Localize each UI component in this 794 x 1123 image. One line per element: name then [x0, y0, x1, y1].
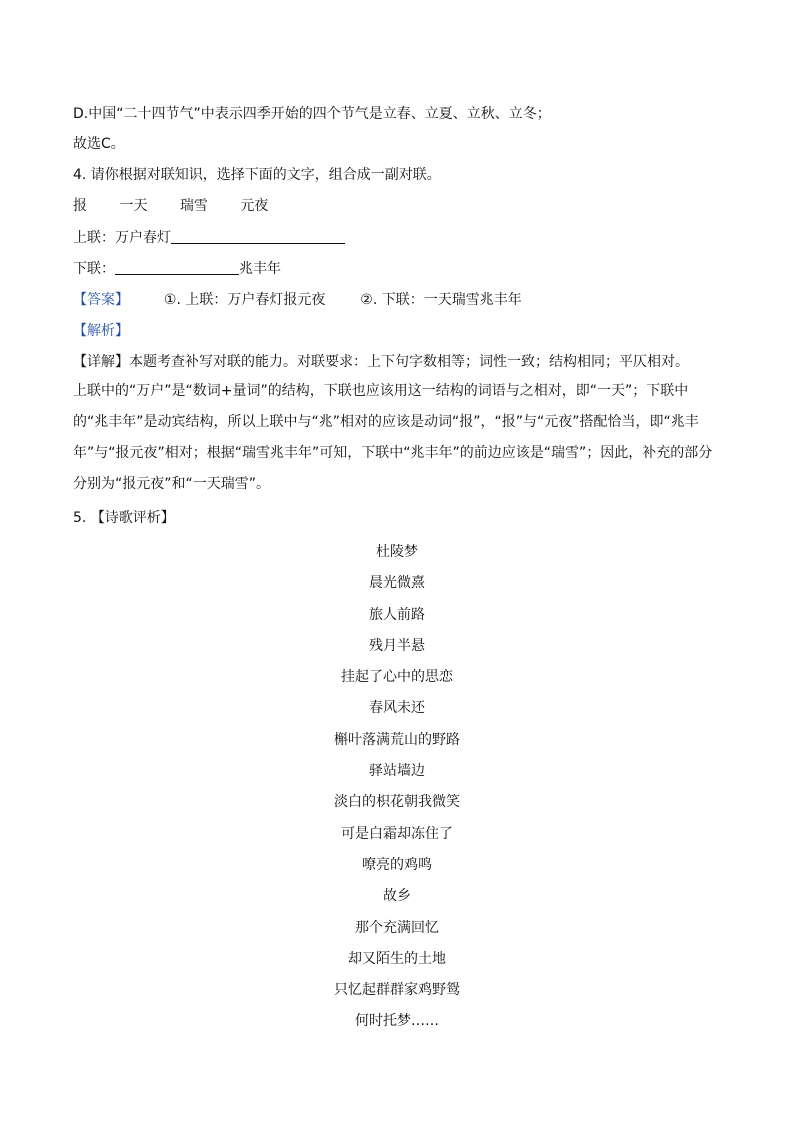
upper-answer-blank: [171, 229, 345, 244]
analysis-tag-line: [73, 321, 129, 341]
lower-couplet-label: 下联：: [73, 261, 115, 277]
lower-answer-blank: [115, 260, 239, 275]
word-option: 报: [73, 198, 87, 214]
word-options: [73, 196, 296, 216]
detail-tag: 【详解】: [73, 354, 129, 370]
lower-couplet-suffix: 兆丰年: [239, 261, 281, 277]
poem-line: 故乡: [383, 888, 411, 905]
answer-line: [73, 290, 522, 310]
poem-line: 残月半悬: [369, 637, 425, 654]
poem-line: 驿站墙边: [369, 763, 425, 780]
poem: [0, 537, 794, 1038]
poem-line: 却又陌生的土地: [348, 950, 446, 967]
lower-couplet-line: [73, 259, 281, 279]
poem-line: 嘹亮的鸡鸣: [362, 856, 432, 873]
question-4-text: 4. 请你根据对联知识，选择下面的文字，组合成一副对联。: [73, 167, 441, 183]
poem-line: 槲叶落满荒山的野路: [334, 731, 460, 748]
word-option: 元夜: [240, 198, 269, 214]
choice-text: 故选C。: [73, 136, 125, 152]
analysis-paragraph: [73, 376, 723, 500]
answer-part-2: ②. 下联：一天瑞雪兆丰年: [360, 292, 522, 308]
analysis-tag: 【解析】: [73, 323, 129, 339]
poem-line: 晨光微熹: [369, 575, 425, 592]
poem-line: 挂起了心中的思恋: [341, 669, 453, 686]
poem-title: 杜陵梦: [376, 544, 418, 560]
detail-line: [73, 352, 689, 372]
poem-line: 春风未还: [369, 700, 425, 717]
poem-line: 淡白的枳花朝我微笑: [334, 794, 460, 811]
detail-text: 本题考查补写对联的能力。对联要求：上下句字数相等；词性一致；结构相同；平仄相对。: [129, 354, 689, 370]
poem-line: 何时托梦……: [355, 1013, 439, 1030]
poem-line: 只忆起群群家鸡野鸳: [334, 982, 460, 999]
word-option: 一天: [119, 198, 148, 214]
poem-line: 可是白霜却冻住了: [341, 825, 453, 842]
analysis-paragraph-text: 上联中的“万户”是“数词+量词”的结构，下联也应该用这一结构的词语与之相对，即“一天”；下联中的“兆丰年”是动宾结构，所以上联中与“兆”相对的应该是动词“报”，“报”与“元夜”搭配恰当，即“兆丰年”与“报元夜”相对；根据“瑞雪兆丰年”可知，下联中“兆丰年”的前边应该是“瑞雪”；因此，补充的部分分别为“报元夜”和“一天瑞雪”。: [73, 383, 713, 492]
answer-part-1: ①. 上联：万户春灯报元夜: [163, 292, 326, 308]
poem-line: 那个充满回忆: [355, 919, 439, 936]
upper-couplet-line: [73, 228, 345, 248]
word-option: 瑞雪: [179, 198, 208, 214]
answer-tag: 【答案】: [73, 292, 129, 308]
upper-couplet-label: 上联：万户春灯: [73, 230, 171, 246]
question-5-label: 5. 【诗歌评析】: [73, 510, 175, 526]
poem-line: 旅人前路: [369, 606, 425, 623]
option-d-text: D.中国“二十四节气”中表示四季开始的四个节气是立春、立夏、立秋、立冬；: [73, 106, 551, 122]
